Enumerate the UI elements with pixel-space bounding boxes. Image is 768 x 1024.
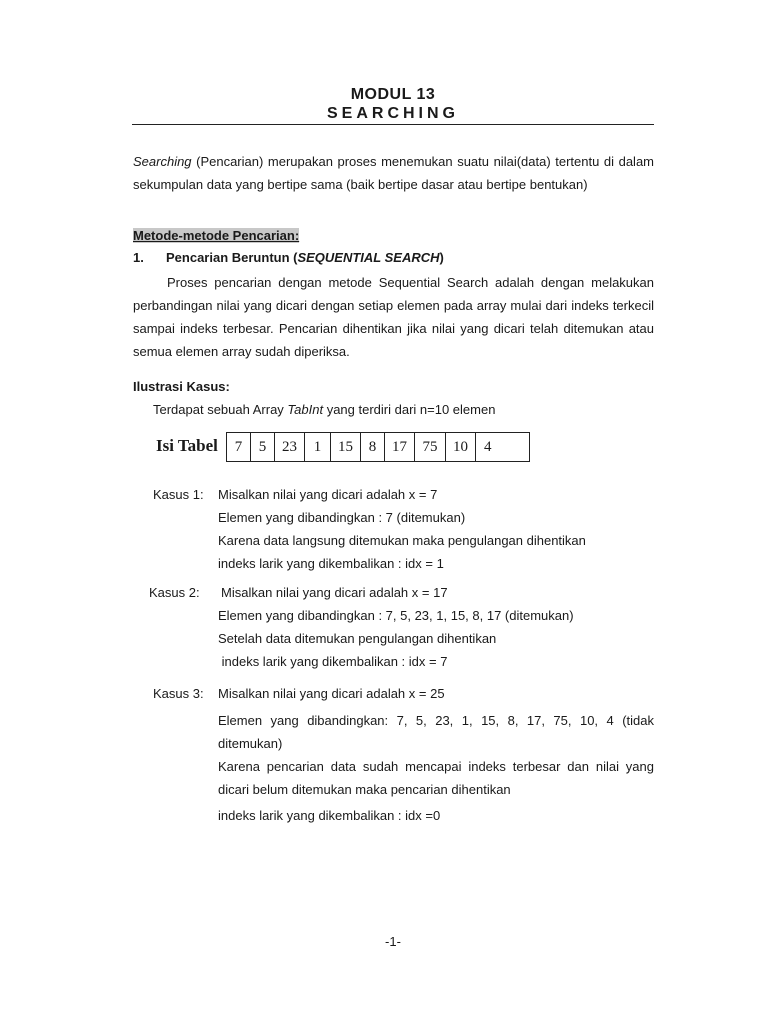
page-number: -1- bbox=[385, 934, 401, 949]
case-3-line: Elemen yang dibandingkan: 7, 5, 23, 1, 15, 8, 17, 75, 10, 4 (tidak ditemukan) bbox=[218, 713, 654, 751]
table-cell: 15 bbox=[331, 433, 361, 462]
intro-text: (Pencarian) merupakan proses menemukan suatu nilai(data) tertentu di dalam sekumpulan data yang bertipe sama (baik bertipe dasar atau bertipe bentukan) bbox=[133, 154, 654, 192]
intro-term: Searching bbox=[133, 154, 192, 169]
section-1-title-em: SEQUENTIAL SEARCH bbox=[297, 250, 440, 265]
illustration-desc-em: TabInt bbox=[287, 402, 324, 417]
case-2-line: Setelah data ditemukan pengulangan dihentikan bbox=[218, 631, 497, 646]
illustration-desc-post: yang terdiri dari n=10 elemen bbox=[323, 402, 496, 417]
illustration-heading: Ilustrasi Kasus: bbox=[133, 379, 230, 394]
illustration-description bbox=[153, 402, 495, 417]
case-2-line: indeks larik yang dikembalikan : idx = 7 bbox=[218, 654, 448, 669]
module-subtitle: SEARCHING bbox=[326, 105, 459, 122]
module-title: MODUL 13 bbox=[350, 86, 436, 103]
table-row bbox=[227, 433, 530, 462]
case-2-label: Kasus 2: bbox=[149, 585, 200, 600]
case-1-label: Kasus 1: bbox=[153, 487, 204, 502]
section-1-title-post: ) bbox=[439, 250, 444, 265]
case-1-line: Misalkan nilai yang dicari adalah x = 7 bbox=[218, 487, 438, 502]
case-1-line: Elemen yang dibandingkan : 7 (ditemukan) bbox=[218, 510, 466, 525]
case-3-line: indeks larik yang dikembalikan : idx =0 bbox=[218, 808, 441, 823]
case-3-line: Misalkan nilai yang dicari adalah x = 25 bbox=[218, 686, 445, 701]
table-cell: 4 bbox=[476, 433, 530, 462]
section-1-title-pre: Pencarian Beruntun ( bbox=[166, 250, 298, 265]
table-label: Isi Tabel bbox=[156, 436, 218, 455]
table-cell: 7 bbox=[227, 433, 251, 462]
table-cell: 75 bbox=[415, 433, 446, 462]
case-1-line: Karena data langsung ditemukan maka pengulangan dihentikan bbox=[218, 533, 586, 548]
table-cell: 5 bbox=[251, 433, 275, 462]
section-1-title bbox=[166, 250, 444, 265]
table-cell: 1 bbox=[305, 433, 331, 462]
case-2-line: Elemen yang dibandingkan : 7, 5, 23, 1, 15, 8, 17 (ditemukan) bbox=[218, 608, 574, 623]
case-3-label: Kasus 3: bbox=[153, 686, 204, 701]
methods-heading-text: Metode-metode Pencarian: bbox=[133, 228, 300, 243]
case-2-line: Misalkan nilai yang dicari adalah x = 17 bbox=[221, 585, 448, 600]
case-1-line: indeks larik yang dikembalikan : idx = 1 bbox=[218, 556, 444, 571]
table-cell: 8 bbox=[361, 433, 385, 462]
table-cell: 17 bbox=[385, 433, 415, 462]
title-rule bbox=[132, 124, 654, 125]
methods-heading bbox=[133, 228, 299, 243]
illustration-desc-pre: Terdapat sebuah Array bbox=[153, 402, 288, 417]
case-3-line: Karena pencarian data sudah mencapai indeks terbesar dan nilai yang dicari belum ditemukan maka pencarian dihentikan bbox=[218, 759, 654, 797]
table-cell: 10 bbox=[446, 433, 476, 462]
values-table bbox=[226, 432, 530, 462]
intro-paragraph bbox=[133, 150, 654, 196]
table-cell: 23 bbox=[275, 433, 305, 462]
section-1-number: 1. bbox=[133, 250, 144, 265]
section-1-body: Proses pencarian dengan metode Sequential Search adalah dengan melakukan perbandingan nilai yang dicari dengan setiap elemen pada array mulai dari indeks terkecil sampai indeks terbesar. Pencarian dihentikan jika nilai yang dicari telah ditemukan atau semua elemen array sudah diperiksa. bbox=[133, 275, 654, 359]
